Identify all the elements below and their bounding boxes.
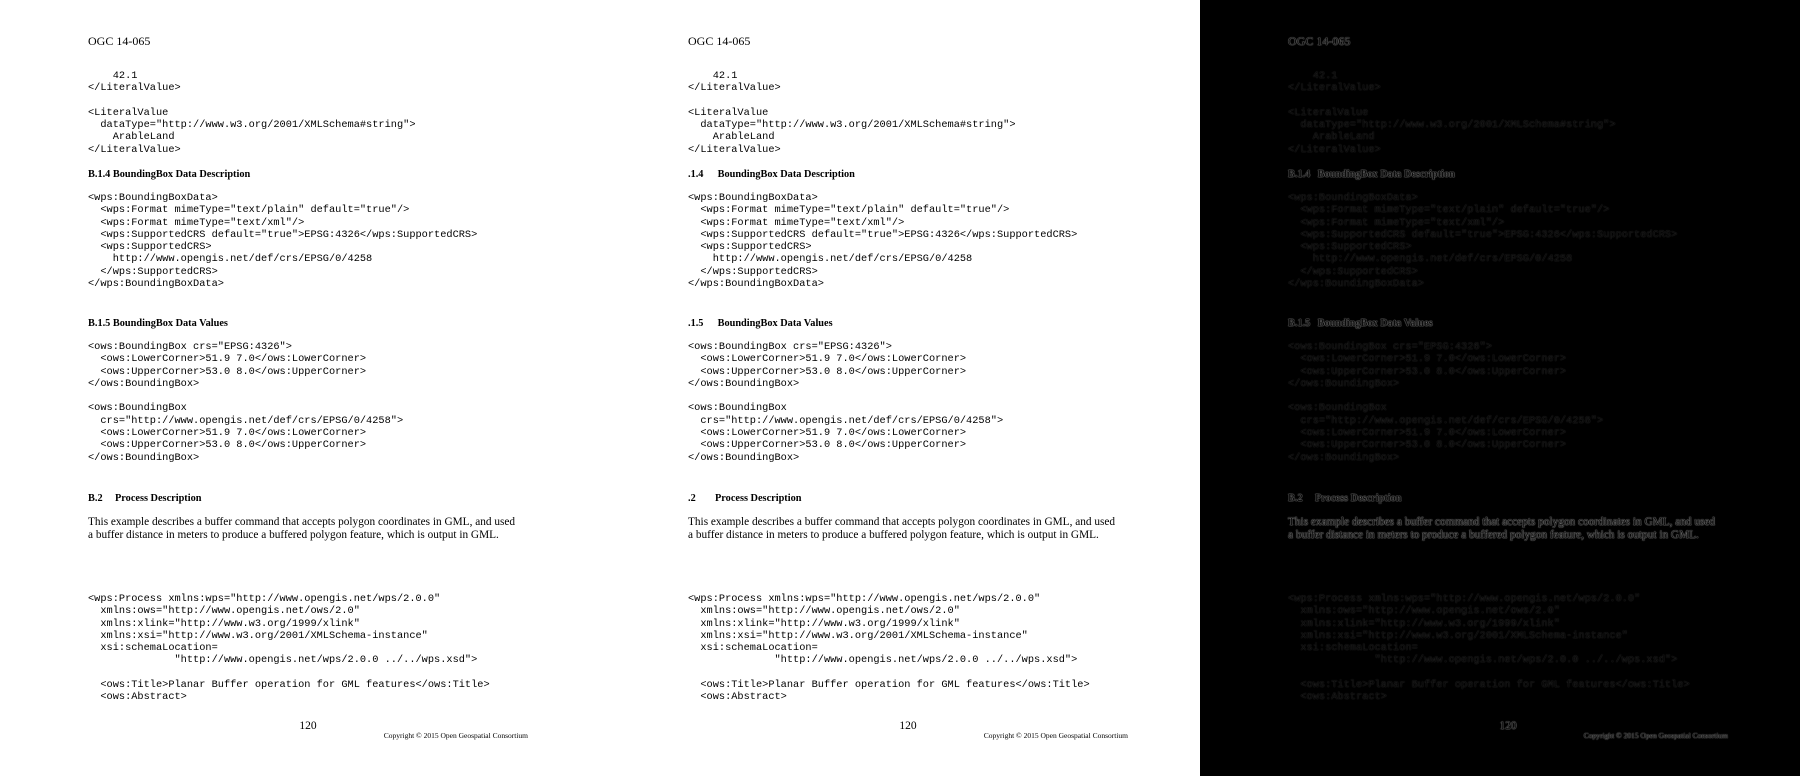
code-block-bbox-values: <ows:BoundingBox crs="EPSG:4326"> <ows:LowerCorner>51.9 7.0</ows:LowerCorner> <ows:UpperCorner>53.0 8.0</ows:UpperCorner> </ows:BoundingBox> <ows:BoundingBox crs="http://www.opengis.net/def/crs/EPSG/0/4258"> <ows:LowerCorner>51.9 7.0</ows:LowerCorner> <ows:UpperCorner>53.0 8.0</ows:UpperCorner> </ows:BoundingBox> [1288, 341, 1604, 464]
section-heading-bbox-values [1288, 318, 1433, 329]
document-page-right-dark [1200, 0, 1800, 776]
document-page-left [0, 0, 600, 776]
section-heading-bbox-description [88, 169, 250, 180]
section-number: .2 [688, 493, 696, 504]
code-block-literal-value: 42.1 </LiteralValue> <LiteralValue dataType="http://www.w3.org/2001/XMLSchema#string"> ArableLand </LiteralValue> [1288, 70, 1616, 156]
process-paragraph: This example describes a buffer command that accepts polygon coordinates in GML, and used a buffer distance in meters to produce a buffered polygon feature, which is output in GML. [688, 516, 1116, 542]
section-number: .1.5 [688, 318, 704, 329]
section-title: BoundingBox Data Description [1317, 169, 1455, 180]
section-number: B.2 [1288, 493, 1303, 504]
process-paragraph: This example describes a buffer command that accepts polygon coordinates in GML, and used a buffer distance in meters to produce a buffered polygon feature, which is output in GML. [1288, 516, 1716, 542]
code-block-bbox-values: <ows:BoundingBox crs="EPSG:4326"> <ows:LowerCorner>51.9 7.0</ows:LowerCorner> <ows:UpperCorner>53.0 8.0</ows:UpperCorner> </ows:BoundingBox> <ows:BoundingBox crs="http://www.opengis.net/def/crs/EPSG/0/4258"> <ows:LowerCorner>51.9 7.0</ows:LowerCorner> <ows:UpperCorner>53.0 8.0</ows:UpperCorner> </ows:BoundingBox> [88, 341, 404, 464]
section-heading-process [1288, 493, 1401, 504]
document-header: OGC 14-065 [688, 34, 751, 48]
section-number: .1.4 [688, 169, 704, 180]
copyright-footer: Copyright © 2015 Open Geospatial Consortium [1583, 731, 1728, 740]
document-header: OGC 14-065 [88, 34, 151, 48]
section-title: BoundingBox Data Values [1317, 318, 1433, 329]
section-title: BoundingBox Data Description [717, 169, 855, 180]
code-block-process: <wps:Process xmlns:wps="http://www.opengis.net/wps/2.0.0" xmlns:ows="http://www.opengis.net/ows/2.0" xmlns:xlink="http://www.w3.org/1999/xlink" xmlns:xsi="http://www.w3.org/2001/XMLSchema-instance" xsi:schemaLocation= "http://www.opengis.net/wps/2.0.0 ../../wps.xsd"> <ows:Title>Planar Buffer operation for GML features</ows:Title> <ows:Abstract> [88, 593, 490, 704]
section-number: B.2 [88, 493, 103, 504]
section-title: BoundingBox Data Values [717, 318, 833, 329]
section-number: B.1.5 [88, 318, 111, 329]
document-header: OGC 14-065 [1288, 34, 1351, 48]
section-number: B.1.5 [1288, 318, 1311, 329]
page-number: 120 [299, 720, 317, 732]
section-title: Process Description [715, 493, 802, 504]
code-block-literal-value: 42.1 </LiteralValue> <LiteralValue dataType="http://www.w3.org/2001/XMLSchema#string"> ArableLand </LiteralValue> [688, 70, 1016, 156]
process-paragraph: This example describes a buffer command that accepts polygon coordinates in GML, and used a buffer distance in meters to produce a buffered polygon feature, which is output in GML. [88, 516, 516, 542]
page-number: 120 [1499, 720, 1517, 732]
section-heading-process [88, 493, 201, 504]
code-block-process: <wps:Process xmlns:wps="http://www.opengis.net/wps/2.0.0" xmlns:ows="http://www.opengis.net/ows/2.0" xmlns:xlink="http://www.w3.org/1999/xlink" xmlns:xsi="http://www.w3.org/2001/XMLSchema-instance" xsi:schemaLocation= "http://www.opengis.net/wps/2.0.0 ../../wps.xsd"> <ows:Title>Planar Buffer operation for GML features</ows:Title> <ows:Abstract> [1288, 593, 1690, 704]
page-number: 120 [899, 720, 917, 732]
page-content [1288, 34, 1728, 754]
section-title: Process Description [1315, 493, 1402, 504]
section-heading-bbox-values [88, 318, 228, 329]
code-block-literal-value: 42.1 </LiteralValue> <LiteralValue dataType="http://www.w3.org/2001/XMLSchema#string"> ArableLand </LiteralValue> [88, 70, 416, 156]
section-number: B.1.4 [88, 169, 111, 180]
section-heading-bbox-values [688, 318, 833, 329]
section-title: BoundingBox Data Description [112, 169, 251, 180]
document-page-middle [600, 0, 1200, 776]
code-block-bbox-data: <wps:BoundingBoxData> <wps:Format mimeType="text/plain" default="true"/> <wps:Format mimeType="text/xml"/> <wps:SupportedCRS default="true">EPSG:4326</wps:SupportedCRS> <wps:SupportedCRS> http://www.opengis.net/def/crs/EPSG/0/4258 </wps:SupportedCRS> </wps:BoundingBoxData> [1288, 192, 1678, 291]
code-block-process: <wps:Process xmlns:wps="http://www.opengis.net/wps/2.0.0" xmlns:ows="http://www.opengis.net/ows/2.0" xmlns:xlink="http://www.w3.org/1999/xlink" xmlns:xsi="http://www.w3.org/2001/XMLSchema-instance" xsi:schemaLocation= "http://www.opengis.net/wps/2.0.0 ../../wps.xsd"> <ows:Title>Planar Buffer operation for GML features</ows:Title> <ows:Abstract> [688, 593, 1090, 704]
section-title: Process Description [115, 493, 202, 504]
section-number: B.1.4 [1288, 169, 1311, 180]
code-block-bbox-data: <wps:BoundingBoxData> <wps:Format mimeType="text/plain" default="true"/> <wps:Format mimeType="text/xml"/> <wps:SupportedCRS default="true">EPSG:4326</wps:SupportedCRS> <wps:SupportedCRS> http://www.opengis.net/def/crs/EPSG/0/4258 </wps:SupportedCRS> </wps:BoundingBoxData> [88, 192, 478, 291]
code-block-bbox-values: <ows:BoundingBox crs="EPSG:4326"> <ows:LowerCorner>51.9 7.0</ows:LowerCorner> <ows:UpperCorner>53.0 8.0</ows:UpperCorner> </ows:BoundingBox> <ows:BoundingBox crs="http://www.opengis.net/def/crs/EPSG/0/4258"> <ows:LowerCorner>51.9 7.0</ows:LowerCorner> <ows:UpperCorner>53.0 8.0</ows:UpperCorner> </ows:BoundingBox> [688, 341, 1004, 464]
code-block-bbox-data: <wps:BoundingBoxData> <wps:Format mimeType="text/plain" default="true"/> <wps:Format mimeType="text/xml"/> <wps:SupportedCRS default="true">EPSG:4326</wps:SupportedCRS> <wps:SupportedCRS> http://www.opengis.net/def/crs/EPSG/0/4258 </wps:SupportedCRS> </wps:BoundingBoxData> [688, 192, 1078, 291]
section-heading-bbox-description [1288, 169, 1455, 180]
section-heading-bbox-description [688, 169, 855, 180]
section-title: BoundingBox Data Values [112, 318, 228, 329]
page-content [88, 34, 528, 754]
section-heading-process [688, 493, 801, 504]
page-content [688, 34, 1128, 754]
copyright-footer: Copyright © 2015 Open Geospatial Consortium [383, 731, 528, 740]
copyright-footer: Copyright © 2015 Open Geospatial Consortium [983, 731, 1128, 740]
